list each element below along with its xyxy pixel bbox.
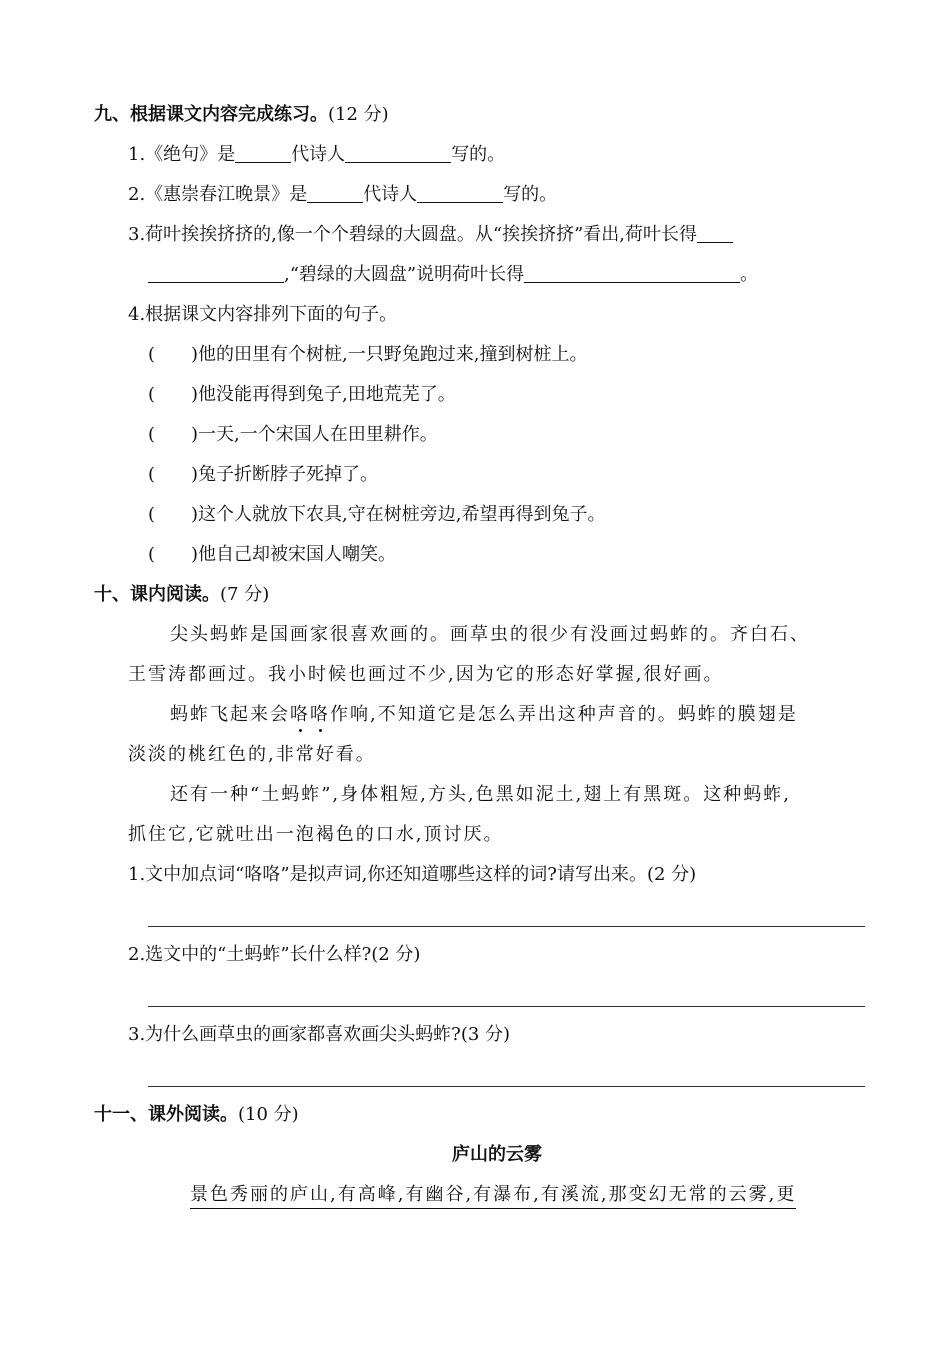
passage-line: 王雪涛都画过。我小时候也画过不少,因为它的形态好掌握,很好画。	[128, 664, 724, 685]
passage-line: 还有一种“土蚂蚱”,身体粗短,方头,色黑如泥土,翅上有黑斑。这种蚂蚱,	[170, 784, 792, 805]
question-text: 写的。	[503, 184, 558, 205]
section-title: 十、课内阅读。	[94, 584, 220, 605]
section-10-heading	[94, 582, 269, 608]
question-text: ,“碧绿的大圆盘”说明荷叶长得	[284, 264, 525, 285]
question-text: 2.《惠崇春江晚景》是	[128, 184, 308, 205]
order-item[interactable]: ( )一天,一个宋国人在田里耕作。	[148, 424, 438, 445]
answer-blank[interactable]	[235, 144, 291, 163]
section-score: (10 分)	[238, 1104, 299, 1125]
answer-blank[interactable]	[524, 264, 740, 283]
section-title: 九、根据课文内容完成练习。	[94, 104, 328, 125]
question-10-2: 2.选文中的“土蚂蚱”长什么样?(2 分)	[128, 944, 421, 965]
question-10-1: 1.文中加点词“咯咯”是拟声词,你还知道哪些这样的词?请写出来。(2 分)	[128, 864, 697, 885]
passage-line: 尖头蚂蚱是国画家很喜欢画的。画草虫的很少有没画过蚂蚱的。齐白石、	[170, 624, 810, 645]
answer-blank[interactable]	[417, 184, 503, 203]
question-text: 代诗人	[291, 144, 346, 165]
section-score: (7 分)	[220, 584, 270, 605]
dotted-char: 咯	[310, 704, 330, 725]
article-title: 庐山的云雾	[452, 1144, 542, 1165]
question-9-2	[128, 182, 557, 208]
section-score: (12 分)	[328, 104, 389, 125]
answer-line[interactable]	[148, 926, 865, 927]
order-item[interactable]: ( )兔子折断脖子死掉了。	[148, 464, 379, 485]
question-9-3	[128, 222, 733, 248]
section-9-heading	[94, 102, 389, 128]
question-text: 3.荷叶挨挨挤挤的,像一个个碧绿的大圆盘。从“挨挨挤挤”看出,荷叶长得	[128, 224, 698, 245]
section-title: 十一、课外阅读。	[94, 1104, 238, 1125]
passage-line: 淡淡的桃红色的,非常好看。	[128, 744, 376, 765]
passage-line: 抓住它,它就吐出一泡褐色的口水,顶讨厌。	[128, 824, 504, 845]
answer-blank[interactable]	[148, 264, 284, 283]
answer-line[interactable]	[148, 1006, 865, 1007]
passage-line	[170, 702, 798, 728]
question-9-4: 4.根据课文内容排列下面的句子。	[128, 304, 398, 325]
order-item[interactable]: ( )他自己却被宋国人嘲笑。	[148, 544, 397, 565]
question-text: 代诗人	[363, 184, 418, 205]
passage-text: 景色秀丽的庐山,有高峰,有幽谷,有瀑布,有溪流,那变幻无常的云雾,更	[190, 1184, 796, 1209]
section-11-heading	[94, 1102, 299, 1128]
order-item[interactable]: ( )这个人就放下农具,守在树桩旁边,希望再得到兔子。	[148, 504, 606, 525]
answer-blank[interactable]	[307, 184, 363, 203]
answer-blank[interactable]	[697, 224, 733, 243]
passage-line	[190, 1182, 796, 1208]
dotted-char: 咯	[290, 704, 310, 725]
passage-text: 蚂蚱飞起来会	[170, 704, 290, 725]
order-item[interactable]: ( )他的田里有个树桩,一只野兔跑过来,撞到树桩上。	[148, 344, 588, 365]
passage-text: 作响,不知道它是怎么弄出这种声音的。蚂蚱的膜翅是	[330, 704, 798, 725]
answer-line[interactable]	[148, 1086, 865, 1087]
question-text: 1.《绝句》是	[128, 144, 236, 165]
order-item[interactable]: ( )他没能再得到兔子,田地荒芜了。	[148, 384, 456, 405]
answer-blank[interactable]	[345, 144, 451, 163]
question-text: 写的。	[451, 144, 506, 165]
question-9-1	[128, 142, 505, 168]
question-text: 。	[740, 264, 759, 285]
question-10-3: 3.为什么画草虫的画家都喜欢画尖头蚂蚱?(3 分)	[128, 1024, 511, 1045]
question-9-3-cont	[148, 262, 758, 288]
